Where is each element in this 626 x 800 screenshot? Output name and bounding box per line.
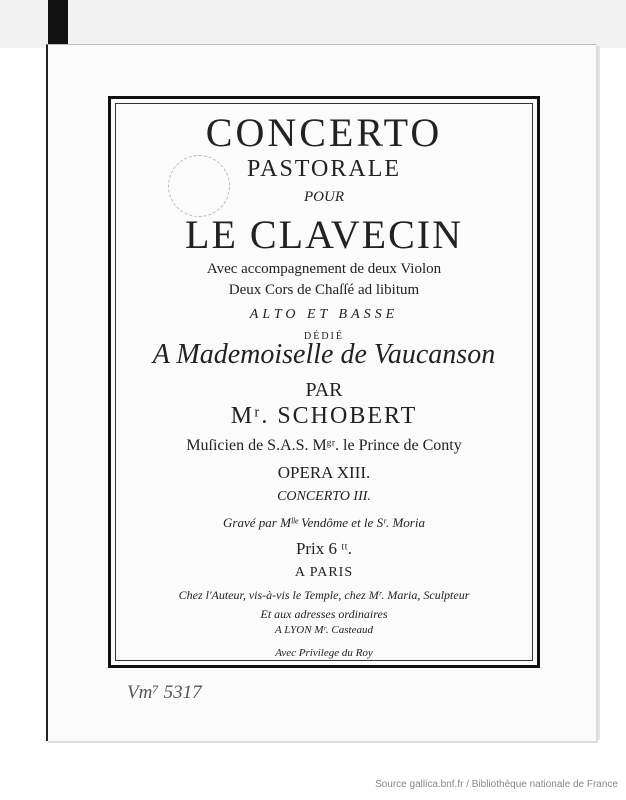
- composer-name: Mʳ. SCHOBERT: [230, 403, 418, 429]
- city: A PARIS: [294, 565, 354, 580]
- decorative-frame: [108, 96, 540, 668]
- accompaniment-line-2: Deux Cors de Chaſſé ad libitum: [228, 282, 420, 298]
- binding-edge: [48, 0, 68, 46]
- address-line-2: Et aux adresses ordinaires: [260, 607, 388, 621]
- concerto-number: CONCERTO III.: [277, 489, 371, 504]
- accompaniment-line-1: Avec accompagnement de deux Violon: [206, 261, 442, 277]
- dedicatee: A Mademoiselle de Vaucanson: [152, 339, 496, 370]
- source-credit: Source gallica.bnf.fr / Bibliothèque nationale de France: [375, 779, 618, 790]
- address-line-3: A LYON Mʳ. Casteaud: [275, 624, 373, 636]
- title: CONCERTO: [205, 110, 443, 155]
- privilege: Avec Privilege du Roy: [275, 647, 373, 659]
- composer-position: Muſicien de S.A.S. Mᵍʳ. le Prince de Conty: [186, 437, 462, 454]
- instrument-title: LE CLAVECIN: [185, 212, 463, 257]
- alto-basse-text: ALTO ET BASSE: [249, 307, 399, 322]
- pour-text: POUR: [304, 189, 344, 205]
- engraver-credit: Gravé par Mˡˡᵉ Vendôme et le Sʳ. Moria: [223, 515, 425, 530]
- subtitle: PASTORALE: [246, 156, 402, 182]
- dedie-text: DÉDIÉ: [304, 331, 344, 342]
- opus-number: OPERA XIII.: [277, 463, 371, 482]
- par-text: PAR: [305, 379, 343, 401]
- price: Prix 6 ᵗᵗ.: [295, 539, 353, 558]
- scan-background: [0, 0, 626, 48]
- address-line-1: Chez l'Auteur, vis-à-vis le Temple, chez Mʳ. Maria, Sculpteur: [178, 588, 470, 602]
- shelfmark: Vm⁷ 5317: [127, 682, 202, 703]
